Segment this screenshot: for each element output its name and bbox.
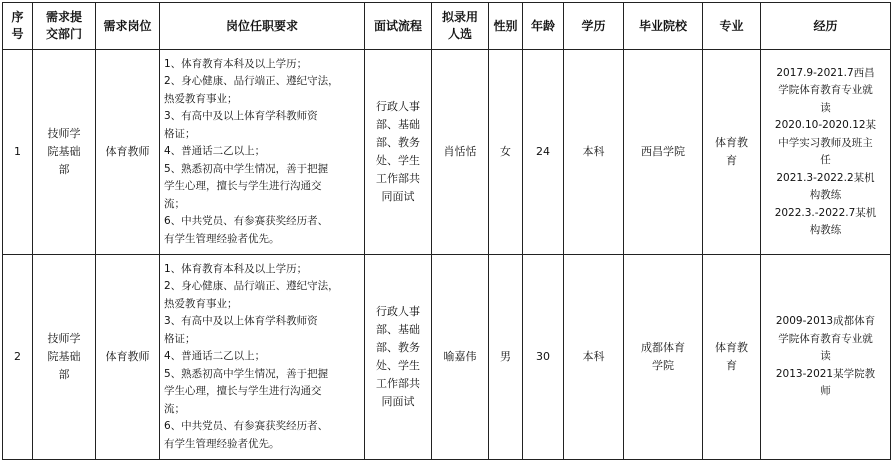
header-school: 毕业院校 [624,3,703,50]
header-row [3,3,891,50]
cell-major: 体育教 育 [703,255,761,460]
table-row [3,255,891,460]
header-experience: 经历 [761,3,891,50]
cell-age: 30 [523,255,564,460]
cell-interview: 行政人事 部、基础 部、教务 处、学生 工作部共 同面试 [365,255,432,460]
header-major: 专业 [703,3,761,50]
cell-seq: 1 [3,50,33,255]
cell-interview: 行政人事 部、基础 部、教务 处、学生 工作部共 同面试 [365,50,432,255]
cell-experience: 2009-2013成都体育 学院体育教育专业就 读 2013-2021某学院教 师 [761,255,891,460]
cell-dept: 技师学 院基础 部 [33,50,96,255]
header-age: 年龄 [523,3,564,50]
cell-school: 成都体育 学院 [624,255,703,460]
cell-seq: 2 [3,255,33,460]
header-dept: 需求提 交部门 [33,3,96,50]
header-candidate: 拟录用 人选 [432,3,489,50]
cell-education: 本科 [564,255,624,460]
table-row [3,50,891,255]
header-education: 学历 [564,3,624,50]
cell-age: 24 [523,50,564,255]
cell-requirements: 1、体育教育本科及以上学历； 2、身心健康、品行端正、遵纪守法， 热爱教育事业； 3、有高中及以上体育学科教师资 格证； 4、普通话二乙以上； 5、熟悉初高中学生情况，善于把握 学生心理，擅长与学生进行沟通交 流； 6、中共党员、有参赛获奖经历者、 有学生管理经验者优先。 [160,50,365,255]
header-interview: 面试流程 [365,3,432,50]
recruitment-table [2,2,891,460]
header-position: 需求岗位 [96,3,160,50]
header-requirements: 岗位任职要求 [160,3,365,50]
cell-major: 体育教 育 [703,50,761,255]
cell-candidate: 喻嘉伟 [432,255,489,460]
cell-school: 西昌学院 [624,50,703,255]
cell-position: 体育教师 [96,50,160,255]
cell-position: 体育教师 [96,255,160,460]
cell-education: 本科 [564,50,624,255]
cell-experience: 2017.9-2021.7西昌 学院体育教育专业就 读 2020.10-2020.12某 中学实习教师及班主 任 2021.3-2022.2某机 构教练 2022.3.-2022.7某机 构教练 [761,50,891,255]
cell-gender: 男 [489,255,523,460]
cell-gender: 女 [489,50,523,255]
header-gender: 性别 [489,3,523,50]
cell-candidate: 肖恬恬 [432,50,489,255]
header-seq: 序 号 [3,3,33,50]
cell-dept: 技师学 院基础 部 [33,255,96,460]
cell-requirements: 1、体育教育本科及以上学历； 2、身心健康、品行端正、遵纪守法， 热爱教育事业； 3、有高中及以上体育学科教师资 格证； 4、普通话二乙以上； 5、熟悉初高中学生情况，善于把握 学生心理，擅长与学生进行沟通交 流； 6、中共党员、有参赛获奖经历者、 有学生管理经验者优先。 [160,255,365,460]
